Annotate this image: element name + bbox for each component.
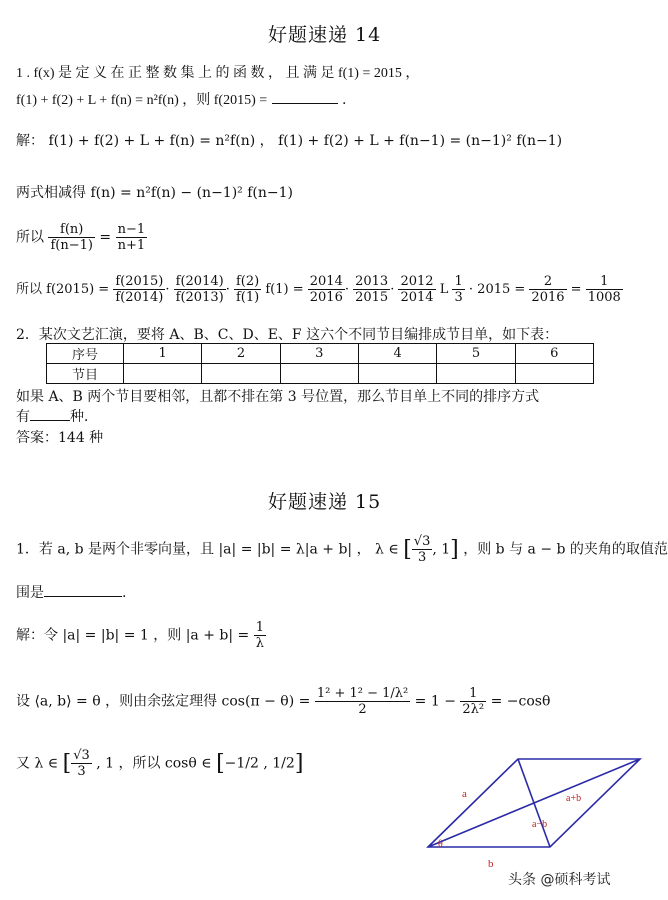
s15-q1-text-b: ，则 b 与 a − b 的夹角的取值范 <box>463 541 668 558</box>
parallelogram-diagram <box>420 755 640 875</box>
sol4-g3-num: 2012 <box>400 274 434 289</box>
sol3-rhs-fraction <box>116 222 148 253</box>
s15-sol3-mid: , 1 ，所以 cosθ ∈ <box>96 755 212 772</box>
vector-a-minus-b-label: a−b <box>532 819 548 830</box>
s15-sol3-fraction <box>71 748 92 779</box>
s15-interval-num: √3 <box>413 534 431 549</box>
sol4-tail: · 2015 = <box>468 282 526 297</box>
q2-line-1: 2．某次文艺汇演，要将 A、B、C、D、E、F 这六个不同节目编排成节目单，如下表： <box>16 327 559 343</box>
sol4-r2-num: 1 <box>586 274 623 290</box>
s15-sol2-num: 1² + 1² − 1/λ² <box>316 686 409 701</box>
s15-interval-den: 3 <box>417 550 427 565</box>
sol4-f2 <box>174 274 226 305</box>
q2-answer: 答案：144 种 <box>16 430 104 446</box>
solution-line-3 <box>16 222 147 253</box>
sol4-g4 <box>452 274 464 305</box>
sol4-g1-num: 2014 <box>309 274 343 289</box>
diagonal-a-minus-b <box>518 759 550 847</box>
s15-q1-line-2-end: . <box>122 585 127 601</box>
angle-theta-label: θ <box>438 839 443 850</box>
s15-sol3-interval: −1/2 , 1/2 <box>224 755 295 772</box>
program-table <box>46 343 594 384</box>
q2-line-3 <box>16 406 98 426</box>
table-row <box>47 344 594 364</box>
section-14-title: 好题速递 14 <box>268 24 382 46</box>
q1-line-1: 1 . f(x) 是 定 义 在 正 整 数 集 上 的 函 数 ， 且 满 足 f(1) = 2015 ， <box>16 66 420 81</box>
bracket-open-icon: [ <box>62 751 72 776</box>
sol4-g4-den: 3 <box>454 290 463 305</box>
s15-sol2-prefix: 设 ⟨a, b⟩ = θ ，则由余弦定理得 cos(π − θ) = <box>16 693 311 710</box>
sol3-eq: = <box>99 229 112 246</box>
s15-q1-text-a: 1．若 a, b 是两个非零向量，且 |a| = |b| = λ|a + b| ， λ ∈ <box>16 541 399 558</box>
sol4-mid: f(1) = <box>265 282 304 297</box>
sol4-g3 <box>398 274 435 305</box>
sol4-g2-den: 2015 <box>355 290 389 305</box>
s15-interval-tail: , 1 <box>432 541 451 558</box>
sol4-g4-num: 1 <box>454 274 463 289</box>
table-cell: 节目 <box>47 364 124 384</box>
sol4-g1-den: 2016 <box>309 290 343 305</box>
s15-sol2-den2: 2λ² <box>462 702 485 717</box>
s15-sol1-den: λ <box>255 636 264 651</box>
s15-solution-3 <box>16 748 303 779</box>
table-cell: 2 <box>202 344 280 364</box>
table-row <box>47 364 594 384</box>
sol4-f2-num: f(2014) <box>175 274 224 289</box>
s15-sol2-den: 2 <box>358 702 367 717</box>
table-cell: 6 <box>515 344 593 364</box>
watermark-logo: 头条 @硕科考试 <box>508 872 611 888</box>
table-cell: 3 <box>280 344 358 364</box>
q1-line-2-end: . <box>342 92 347 108</box>
s15-sol3-den: 3 <box>77 764 86 779</box>
sol4-r2 <box>586 274 623 305</box>
table-cell <box>202 364 280 384</box>
s15-q1-line-1 <box>16 534 668 565</box>
sol4-r1-den: 2016 <box>531 290 565 305</box>
s15-sol1-fraction <box>254 620 266 651</box>
sol3-lhs-fraction <box>48 222 95 253</box>
q1-line-2-text: f(1) + f(2) + L + f(n) = n²f(n) ，则 f(2015) = <box>16 93 268 108</box>
table-cell <box>358 364 436 384</box>
sol4-eq2: = <box>570 282 582 297</box>
sol4-f3-num: f(2) <box>235 274 260 289</box>
sol4-ellipsis: L <box>439 282 449 297</box>
q2-line-3-suffix: 种． <box>70 409 98 425</box>
vector-a-label: a <box>462 788 467 800</box>
s15-sol1-text: 解：令 |a| = |b| = 1 ，则 |a + b| = <box>16 627 250 644</box>
sol4-r1 <box>529 274 566 305</box>
sol3-lhs-den: f(n−1) <box>50 238 93 253</box>
table-cell: 1 <box>124 344 202 364</box>
s15-sol2-num2: 1 <box>460 686 486 702</box>
s15-sol2-tail: = −cosθ <box>490 693 551 710</box>
sol4-g1 <box>308 274 345 305</box>
s15-sol1-num: 1 <box>255 620 264 635</box>
sol4-f1 <box>113 274 165 305</box>
vector-b-label: b <box>488 858 494 870</box>
s15-sol3-prefix: 又 λ ∈ <box>16 755 59 772</box>
q2-answer-blank <box>30 420 70 421</box>
q2-line-3-prefix: 有 <box>16 409 30 425</box>
s15-sol2-fraction <box>315 686 410 717</box>
sol4-f3-den: f(1) <box>235 290 260 305</box>
sol4-r2-den: 1008 <box>587 290 621 305</box>
s15-q1-line-2-text: 围是 <box>16 585 44 601</box>
table-cell <box>280 364 358 384</box>
sol4-f3 <box>234 274 261 305</box>
bracket-close-icon: ] <box>450 537 459 562</box>
table-cell <box>437 364 515 384</box>
sol4-g2 <box>353 274 390 305</box>
sol4-g3-den: 2014 <box>400 290 434 305</box>
bracket-open-icon: [ <box>403 537 412 562</box>
solution-line-4: 所以 f(2015) = $\frac{f(2015)}{f(2014)}$ · $\frac{f(2014)}{f(2013)}$ · $\frac{f(2)}{f(1)}$ f(1) = $\frac{2014}{2016}$ · $\frac{2013}{2015}$ · $\frac{2012}{2014}$ L $\frac{1}{3}$ · 2015 = $\frac{2}{2016}$ = $\frac{1}{1008}$ <box>16 274 621 305</box>
sol3-rhs-den: n+1 <box>117 238 146 253</box>
table-cell <box>124 364 202 384</box>
s15-interval-fraction <box>412 534 433 565</box>
table-cell: 序号 <box>47 344 124 364</box>
bracket-open-icon: [ <box>216 751 225 776</box>
section-15-title: 好题速递 15 <box>268 491 382 513</box>
vector-a-plus-b-label: a+b <box>566 793 582 804</box>
q1-answer-blank <box>272 103 338 104</box>
sol4-r1-num: 2 <box>529 274 566 290</box>
s15-answer-blank <box>44 596 122 597</box>
sol4-f2-den: f(2013) <box>175 290 224 305</box>
sol4-g2-num: 2013 <box>355 274 389 289</box>
sol3-rhs-num: n−1 <box>117 222 146 237</box>
q2-line-2: 如果 A、B 两个节目要相邻，且都不排在第 3 号位置，那么节目单上不同的排序方式 <box>16 389 540 405</box>
solution-line-1: 解： f(1) + f(2) + L + f(n) = n²f(n) ， f(1) + f(2) + L + f(n−1) = (n−1)² f(n−1) <box>16 133 563 149</box>
q1-line-2 <box>16 89 347 109</box>
s15-solution-2 <box>16 686 550 717</box>
bracket-close-icon: ] <box>294 751 304 776</box>
table-cell: 4 <box>358 344 436 364</box>
s15-q1-line-2 <box>16 582 126 602</box>
table-cell <box>515 364 593 384</box>
s15-solution-1 <box>16 620 266 651</box>
sol4-prefix: 所以 f(2015) = <box>16 282 110 297</box>
s15-sol3-num: √3 <box>73 748 90 763</box>
table-cell: 5 <box>437 344 515 364</box>
sol3-prefix: 所以 <box>16 229 44 246</box>
s15-sol2-mid: = 1 − <box>414 693 456 710</box>
sol3-lhs-num: f(n) <box>48 222 95 238</box>
s15-sol2-fraction-2 <box>460 686 486 717</box>
sol4-f1-den: f(2014) <box>115 290 164 305</box>
solution-line-2: 两式相减得 f(n) = n²f(n) − (n−1)² f(n−1) <box>16 185 293 201</box>
sol4-f1-num: f(2015) <box>115 274 164 289</box>
